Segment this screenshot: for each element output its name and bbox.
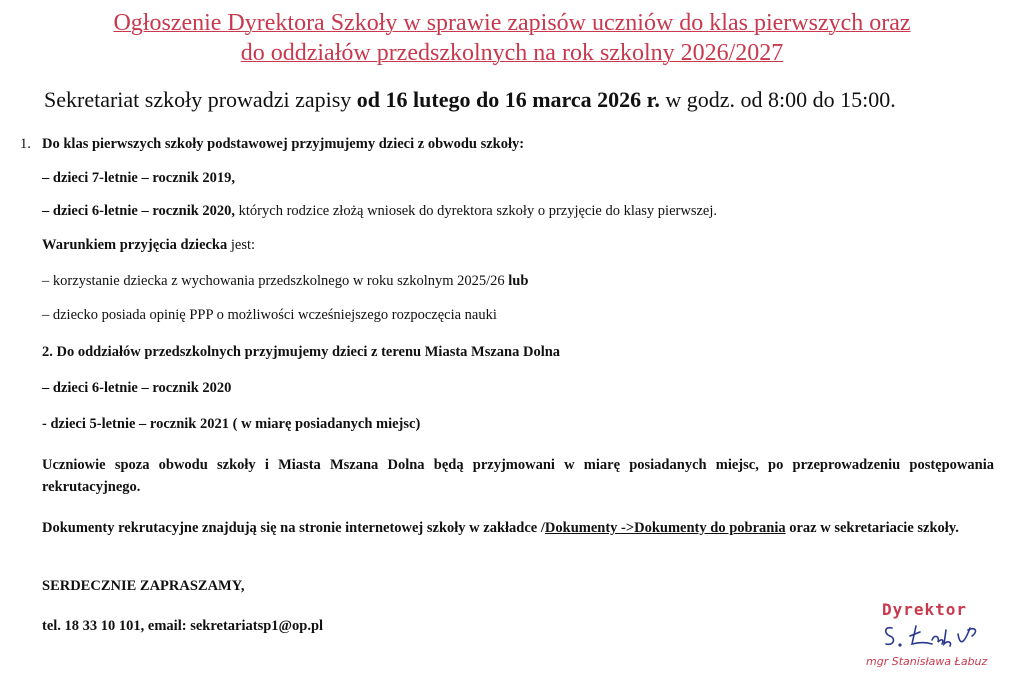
announcement-title — [0, 8, 1024, 68]
condition-2: – dziecko posiada opinię PPP o możliwości wcześniejszego rozpoczęcia nauki — [42, 307, 497, 323]
section-1-number: 1. — [20, 136, 31, 152]
documents-notice — [42, 517, 994, 539]
section-2-item-1: – dzieci 6-letnie – rocznik 2020 — [42, 380, 232, 396]
section-1-item-2-rest: których rodzice złożą wniosek do dyrektora szkoły o przyjęcie do klasy pierwszej. — [235, 203, 717, 219]
registration-period: od 16 lutego do 16 marca 2026 r. — [356, 87, 660, 112]
section-2-item-2: - dzieci 5-letnie – rocznik 2021 ( w miarę posiadanych miejsc) — [42, 416, 421, 432]
registration-hours: w godz. od 8:00 do 15:00. — [659, 87, 896, 112]
stamp-title: Dyrektor — [882, 600, 968, 619]
conditions-heading-bold: Warunkiem przyjęcia dziecka — [42, 237, 231, 253]
documents-text-pre: Dokumenty rekrutacyjne znajdują się na stronie internetowej szkoły w zakładce / — [42, 520, 545, 536]
conditions-heading-rest: jest: — [230, 237, 256, 253]
condition-1-or: lub — [508, 273, 529, 289]
documents-link[interactable]: Dokumenty ->Dokumenty do pobrania — [544, 520, 786, 536]
director-name: mgr Stanisława Łabuz — [866, 655, 988, 668]
outside-district-notice: Uczniowie spoza obwodu szkoły i Miasta Mszana Dolna będą przyjmowani w miarę posiadanych miejsc, po przeprowadzeniu postępowania rekrutacyjnego. — [42, 457, 994, 495]
section-1-item-2-bold: – dzieci 6-letnie – rocznik 2020, — [42, 203, 236, 219]
contact-info: tel. 18 33 10 101, email: sekretariatsp1@op.pl — [42, 618, 324, 634]
handwritten-signature — [880, 620, 990, 654]
documents-text-post: oraz w sekretariacie szkoły. — [785, 520, 959, 536]
condition-1-text: – korzystanie dziecka z wychowania przedszkolnego w roku szkolnym 2025/26 — [42, 273, 509, 289]
registration-dates — [44, 87, 896, 113]
section-2-heading: 2. Do oddziałów przedszkolnych przyjmujemy dzieci z terenu Miasta Mszana Dolna — [42, 344, 561, 360]
title-line-2: do oddziałów przedszkolnych na rok szkolny 2026/2027 — [240, 40, 784, 66]
invitation: SERDECZNIE ZAPRASZAMY, — [42, 578, 245, 594]
section-1-heading: Do klas pierwszych szkoły podstawowej przyjmujemy dzieci z obwodu szkoły: — [42, 136, 525, 152]
section-1-item-1: – dzieci 7-letnie – rocznik 2019, — [42, 170, 236, 186]
conditions-heading — [42, 237, 255, 254]
section-1-item-2 — [42, 203, 717, 220]
condition-1 — [42, 273, 528, 290]
registration-text-pre: Sekretariat szkoły prowadzi zapisy — [44, 87, 357, 112]
title-line-1: Ogłoszenie Dyrektora Szkoły w sprawie zapisów uczniów do klas pierwszych oraz — [113, 10, 911, 36]
